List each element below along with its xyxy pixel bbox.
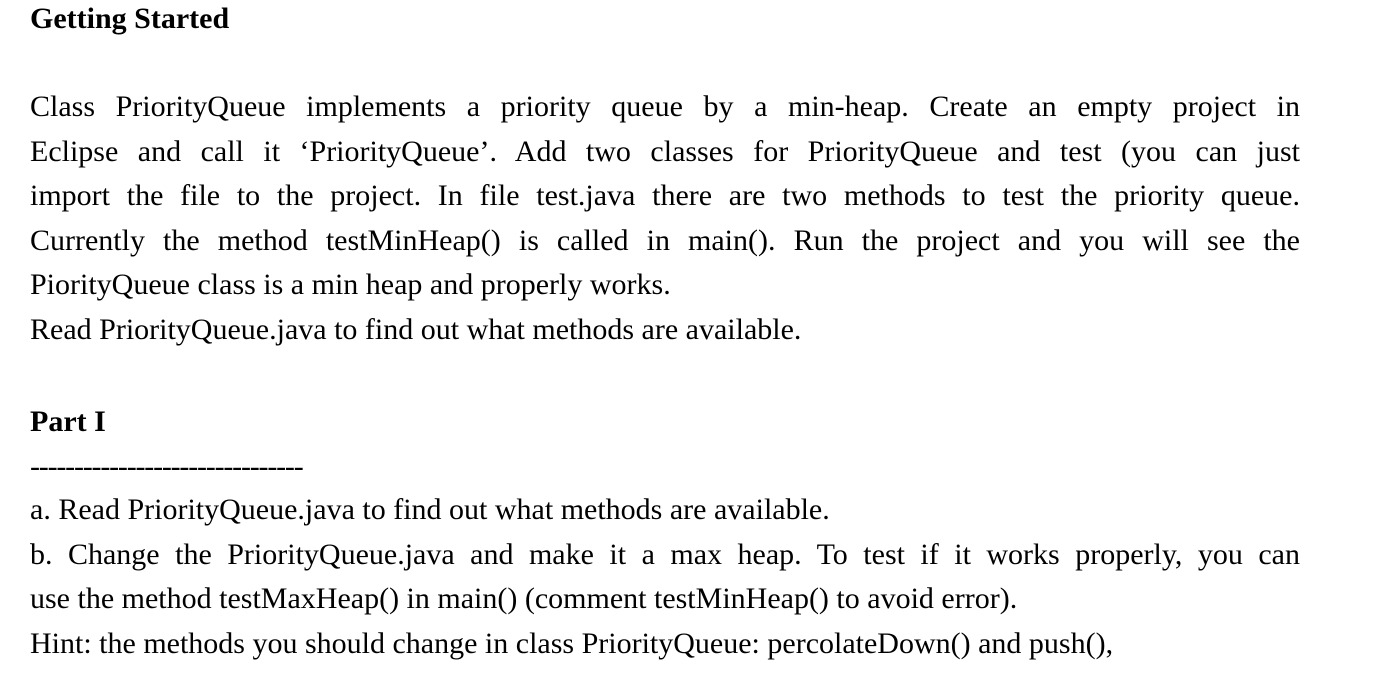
part1-line-b: b. Change the PriorityQueue.java and make it a max heap. To test if it works properly, you can — [30, 537, 1300, 571]
intro-line-3: import the file to the project. In file test.java there are two methods to test the priority queue. — [30, 179, 1300, 213]
intro-line-4: Currently the method testMinHeap() is called in main(). Run the project and you will see the — [30, 223, 1300, 257]
part1-paragraph — [30, 488, 1300, 666]
heading-part-1: Part I — [30, 405, 106, 438]
part1-line-hint: Hint: the methods you should change in class PriorityQueue: percolateDown() and push(), — [30, 626, 1114, 660]
intro-paragraph — [30, 85, 1300, 353]
dashed-separator: ------------------------------- — [30, 450, 303, 483]
heading-getting-started: Getting Started — [30, 2, 230, 35]
intro-line-5: PiorityQueue class is a min heap and properly works. — [30, 268, 671, 302]
part1-line-b-cont: use the method testMaxHeap() in main() (comment testMinHeap() to avoid error). — [30, 582, 1018, 616]
intro-line-2: Eclipse and call it ‘PriorityQueue’. Add two classes for PriorityQueue and test (you can just — [30, 134, 1300, 168]
intro-line-6: Read PriorityQueue.java to find out what methods are available. — [30, 312, 802, 346]
part1-line-a: a. Read PriorityQueue.java to find out what methods are available. — [30, 493, 830, 526]
intro-line-1: Class PriorityQueue implements a priority queue by a min-heap. Create an empty project in — [30, 90, 1300, 123]
